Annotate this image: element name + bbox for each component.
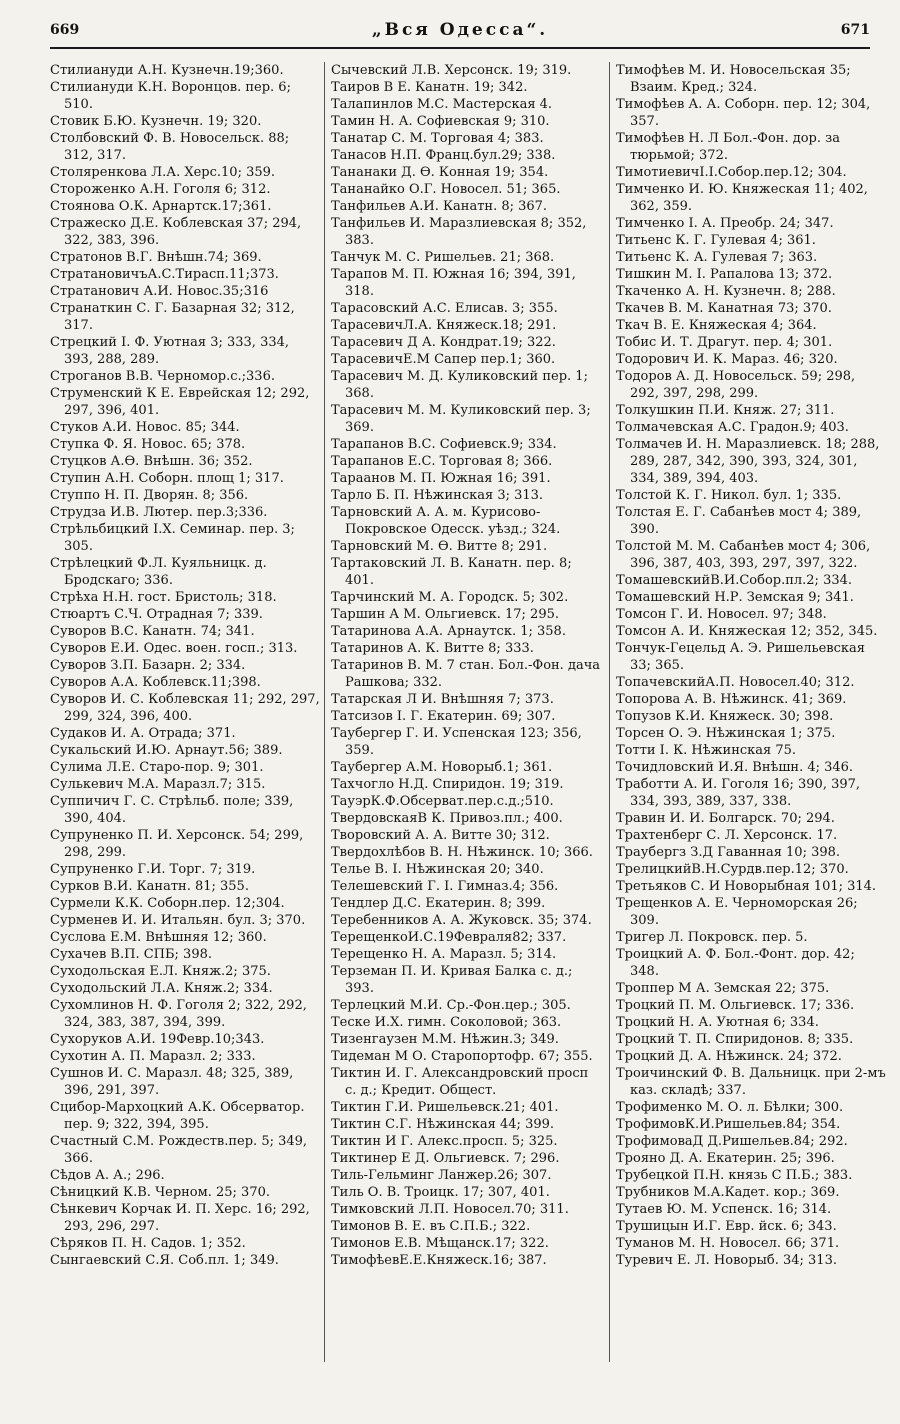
directory-entry: Танатар С. М. Торговая 4; 383. [331, 131, 544, 146]
directory-entry: Стрѣльбицкий I.Х. Семинар. пер. 3; 305. [50, 522, 295, 554]
directory-entry: Трещенков А. Е. Черноморская 26; 309. [616, 896, 858, 928]
directory-entry: Туревич Е. Л. Новорыб. 34; 313. [616, 1253, 837, 1268]
directory-entry: Тимофѣев М. И. Новосельская 35; Взаим. Кред.; 324. [616, 63, 851, 95]
directory-entry: Судаков И. А. Отрада; 371. [50, 726, 236, 741]
directory-entry: Точидловский И.Я. Внѣшн. 4; 346. [616, 760, 854, 775]
directory-entry: Трахтенберг С. Л. Херсонск. 17. [616, 828, 838, 843]
directory-entry: Третьяков С. И Новорыбная 101; 314. [616, 879, 877, 894]
directory-entry: Струменский К Е. Еврейская 12; 292, 297, 396, 401. [50, 386, 310, 418]
directory-entry: Троцкий П. М. Ольгиевск. 17; 336. [616, 998, 855, 1013]
directory-entry: Томсон Г. И. Новосел. 97; 348. [616, 607, 827, 622]
directory-entry: Тендлер Д.С. Екатерин. 8; 399. [331, 896, 546, 911]
directory-entry: Тимченко I. А. Преобр. 24; 347. [616, 216, 834, 231]
directory-entry: Стуков А.И. Новос. 85; 344. [50, 420, 240, 435]
directory-entry: Стилиануди А.Н. Кузнечн.19;360. [50, 63, 284, 78]
directory-entry: Суворов А.А. Коблевск.11;398. [50, 675, 261, 690]
directory-entry: Тананаки Д. Ө. Конная 19; 354. [331, 165, 549, 180]
directory-entry: Сѣницкий К.В. Черном. 25; 370. [50, 1185, 271, 1200]
directory-entry: ТарасевичЛ.А. Княжеск.18; 291. [331, 318, 557, 333]
directory-entry: Тиктин Г.И. Ришельевск.21; 401. [331, 1100, 559, 1115]
directory-entry: Трояно Д. А. Екатерин. 25; 396. [616, 1151, 835, 1166]
directory-entry: Твердохлѣбов В. Н. Нѣжинск. 10; 366. [331, 845, 593, 860]
directory-entry: Сухомлинов Н. Ф. Гоголя 2; 322, 292, 324, 383, 387, 394, 399. [50, 998, 307, 1030]
directory-entry: Ткач В. Е. Княжеская 4; 364. [616, 318, 817, 333]
directory-entry: Тиль-Гельминг Ланжер.26; 307. [331, 1168, 552, 1183]
directory-entry: Тиктин С.Г. Нѣжинская 44; 399. [331, 1117, 555, 1132]
directory-entry: Строганов В.В. Черномор.с.;336. [50, 369, 275, 384]
directory-entry: Стрецкий I. Ф. Уютная 3; 333, 334, 393, 288, 289. [50, 335, 290, 367]
directory-entry: Стюартъ С.Ч. Отрадная 7; 339. [50, 607, 263, 622]
directory-entry: СтратановичъА.С.Тирасп.11;373. [50, 267, 279, 282]
directory-entry: Тимонов Е.В. Мѣщанск.17; 322. [331, 1236, 549, 1251]
directory-entry: Тарапов М. П. Южная 16; 394, 391, 318. [331, 267, 576, 299]
directory-entry: Столбовский Ф. В. Новосельск. 88; 312, 317. [50, 131, 290, 163]
directory-entry: Телешевский Г. I. Гимназ.4; 356. [331, 879, 559, 894]
directory-entry: ТимофѣевЕ.Е.Княжеск.16; 387. [331, 1253, 547, 1268]
directory-entry: Теребенников А. А. Жуковск. 35; 374. [331, 913, 592, 928]
directory-entry: Тизенгаузен М.М. Нѣжин.3; 349. [331, 1032, 559, 1047]
directory-entry: Супруненко Г.И. Торг. 7; 319. [50, 862, 256, 877]
directory-entry: ТрофимовК.И.Ришельев.84; 354. [616, 1117, 841, 1132]
directory-entry: Столяренкова Л.А. Херс.10; 359. [50, 165, 276, 180]
directory-entry: Тотти I. К. Нѣжинская 75. [616, 743, 797, 758]
directory-entry: Стратанович А.И. Новос.35;316 [50, 284, 269, 299]
directory-entry: Топорова А. В. Нѣжинск. 41; 369. [616, 692, 847, 707]
directory-entry: Томашевский Н.Р. Земская 9; 341. [616, 590, 854, 605]
directory-entry: Ткаченко А. Н. Кузнечн. 8; 288. [616, 284, 836, 299]
directory-entry: Сѣнкевич Корчак И. П. Херс. 16; 292, 293, 296, 297. [50, 1202, 310, 1234]
directory-entry: Тимонов В. Е. въ С.П.Б.; 322. [331, 1219, 531, 1234]
directory-entry: ТрофимоваД Д.Ришельев.84; 292. [616, 1134, 848, 1149]
directory-entry: Терещенко Н. А. Маразл. 5; 314. [331, 947, 557, 962]
directory-entry: Стратонов В.Г. Внѣшн.74; 369. [50, 250, 262, 265]
directory-entry: Танчук М. С. Ришельев. 21; 368. [331, 250, 555, 265]
directory-entry: Татсизов I. Г. Екатерин. 69; 307. [331, 709, 556, 724]
directory-entry: Стрѣха Н.Н. гост. Бристоль; 318. [50, 590, 277, 605]
directory-entry: Сурмели К.К. Соборн.пер. 12;304. [50, 896, 285, 911]
directory-entry: Сулима Л.Е. Старо-пор. 9; 301. [50, 760, 264, 775]
directory-entry: Торсен О. Э. Нѣжинская 1; 375. [616, 726, 836, 741]
directory-entry: Тарасовский А.С. Елисав. 3; 355. [331, 301, 558, 316]
directory-entry: Тартаковский Л. В. Канатн. пер. 8; 401. [331, 556, 572, 588]
directory-entry: Тиль О. В. Троицк. 17; 307, 401. [331, 1185, 550, 1200]
directory-entry: Трубецкой П.Н. князь С П.Б.; 383. [616, 1168, 853, 1183]
directory-entry: Таршин А М. Ольгиевск. 17; 295. [331, 607, 559, 622]
directory-entry: Траубергз З.Д Гаванная 10; 398. [616, 845, 841, 860]
directory-entry: Сцибор-Мархоцкий А.К. Обсерватор. пер. 9; 322, 394, 395. [50, 1100, 305, 1132]
directory-entry: Танфильев А.И. Канатн. 8; 367. [331, 199, 548, 214]
directory-entry: Сухачев В.П. СПБ; 398. [50, 947, 212, 962]
directory-entry: Сулькевич М.А. Маразл.7; 315. [50, 777, 266, 792]
directory-entry: Тананайко О.Г. Новосел. 51; 365. [331, 182, 561, 197]
directory-entry: Счастный С.М. Рождеств.пер. 5; 349, 366. [50, 1134, 308, 1166]
page-number-left: 669 [50, 22, 80, 38]
directory-entry: Тахчогло Н.Д. Спиридон. 19; 319. [331, 777, 564, 792]
directory-entry: Татарская Л И. Внѣшняя 7; 373. [331, 692, 554, 707]
directory-entry: Таубергер А.М. Новорыб.1; 361. [331, 760, 553, 775]
directory-entry: Стуцков А.Ө. Внѣшн. 36; 352. [50, 454, 253, 469]
directory-entry: Толстой М. М. Сабанѣев мост 4; 306, 396, 387, 403, 393, 297, 397, 322. [616, 539, 871, 571]
directory-entry: Тработти А. И. Гоголя 16; 390, 397, 334, 393, 389, 337, 338. [616, 777, 861, 809]
page-header [50, 18, 870, 46]
directory-entry: Толкушкин П.И. Княж. 27; 311. [616, 403, 835, 418]
directory-entry: Трофименко М. О. л. Бѣлки; 300. [616, 1100, 844, 1115]
directory-entry: Стовик Б.Ю. Кузнечн. 19; 320. [50, 114, 262, 129]
directory-entry: Туманов М. Н. Новосел. 66; 371. [616, 1236, 840, 1251]
directory-entry: Травин И. И. Болгарск. 70; 294. [616, 811, 835, 826]
directory-entry: Тобис И. Т. Драгут. пер. 4; 301. [616, 335, 833, 350]
directory-entry: Тарапанов В.С. Софиевск.9; 334. [331, 437, 557, 452]
directory-entry: Тончук-Гецельд А. Э. Ришельевская 33; 365. [616, 641, 865, 673]
directory-entry: Тарапанов Е.С. Торговая 8; 366. [331, 454, 553, 469]
directory-entry: ТрелицкийВ.Н.Сурдв.пер.12; 370. [616, 862, 849, 877]
directory-entry: Толстой К. Г. Никол. бул. 1; 335. [616, 488, 842, 503]
directory-entry: Творовский А. А. Витте 30; 312. [331, 828, 550, 843]
directory-entry: Терлецкий М.И. Ср.-Фон.цер.; 305. [331, 998, 571, 1013]
directory-entry: Тимченко И. Ю. Княжеская 11; 402, 362, 359. [616, 182, 868, 214]
directory-entry: ТерещенкоИ.С.19Февраля82; 337. [331, 930, 567, 945]
directory-entry: ТарасевичЕ.М Сапер пер.1; 360. [331, 352, 556, 367]
directory-entry: Суворов Е.И. Одес. воен. госп.; 313. [50, 641, 298, 656]
directory-entry: Суворов З.П. Базарн. 2; 334. [50, 658, 246, 673]
directory-entry: Стрѣлецкий Ф.Л. Куяльницк. д. Бродскаго; 336. [50, 556, 267, 588]
directory-entry: Стоянова О.К. Арнартск.17;361. [50, 199, 272, 214]
directory-entry: Теске И.Х. гимн. Соколовой; 363. [331, 1015, 562, 1030]
directory-entry: Струдза И.В. Лютер. пер.3;336. [50, 505, 268, 520]
directory-entry: Суворов И. С. Коблевская 11; 292, 297, 299, 324, 396, 400. [50, 692, 320, 724]
directory-entry: Суходольский Л.А. Княж.2; 334. [50, 981, 273, 996]
directory-entry: Троцкий Н. А. Уютная 6; 334. [616, 1015, 819, 1030]
directory-entry: Терземан П. И. Кривая Балка с. д.; 393. [331, 964, 573, 996]
directory-entry: ТимотиевичI.I.Собор.пер.12; 304. [616, 165, 847, 180]
directory-entry: Тарасевич М. Д. Куликовский пер. 1; 368. [331, 369, 588, 401]
directory-entry: Ступпо Н. П. Дворян. 8; 356. [50, 488, 249, 503]
directory-entry: Толмачевская А.С. Градон.9; 403. [616, 420, 849, 435]
directory-entry: Топузов К.И. Княжеск. 30; 398. [616, 709, 834, 724]
directory-entry: Ступка Ф. Я. Новос. 65; 378. [50, 437, 246, 452]
directory-entry: Тарновский А. А. м. Курисово-Покровское Одесск. уѣзд.; 324. [331, 505, 561, 537]
directory-entry: Титьенс К. А. Гулевая 7; 363. [616, 250, 818, 265]
directory-entry: Танфильев И. Маразлиевская 8; 352, 383. [331, 216, 587, 248]
directory-entry: Сухоруков А.И. 19Февр.10;343. [50, 1032, 265, 1047]
directory-entry: Тиктин И Г. Алекс.просп. 5; 325. [331, 1134, 558, 1149]
directory-entry: Стражеско Д.Е. Коблевская 37; 294, 322, 383, 396. [50, 216, 302, 248]
directory-entry: Тараанов М. П. Южная 16; 391. [331, 471, 551, 486]
directory-entry: Супруненко П. И. Херсонск. 54; 299, 298, 299. [50, 828, 304, 860]
directory-entry: Талапинлов М.С. Мастерская 4. [331, 97, 553, 112]
page-title: „Вся Одесса“. [371, 20, 549, 40]
directory-entry: Сычевский Л.В. Херсонск. 19; 319. [331, 63, 572, 78]
directory-entry: Сушнов И. С. Маразл. 48; 325, 389, 396, 291, 397. [50, 1066, 294, 1098]
column-divider [324, 62, 325, 1362]
header-rule [50, 47, 870, 49]
directory-entry: Сѣряков П. Н. Садов. 1; 352. [50, 1236, 246, 1251]
directory-entry: Суслова Е.М. Внѣшняя 12; 360. [50, 930, 267, 945]
directory-entry: Сынгаевский С.Я. Соб.пл. 1; 349. [50, 1253, 279, 1268]
directory-entry: ТауэрК.Ф.Обсерват.пер.с.д.;510. [331, 794, 554, 809]
directory-entry: Тодоров А. Д. Новосельск. 59; 298, 292, 397, 298, 299. [616, 369, 856, 401]
directory-entry: Телье В. I. Нѣжинская 20; 340. [331, 862, 544, 877]
directory-entry: Тиктин И. Г. Александровский просп с. д.; Кредит. Общест. [331, 1066, 589, 1098]
page-number-right: 671 [840, 22, 870, 38]
directory-entry: Трушицын И.Г. Евр. йск. 6; 343. [616, 1219, 837, 1234]
directory-entry: Тарло Б. П. Нѣжинская 3; 313. [331, 488, 544, 503]
directory-entry: Троцкий Д. А. Нѣжинск. 24; 372. [616, 1049, 842, 1064]
directory-entry: Сѣдов А. А.; 296. [50, 1168, 165, 1183]
directory-entry: Татаринов А. К. Витте 8; 333. [331, 641, 534, 656]
directory-entry: Тишкин М. I. Рапалова 13; 372. [616, 267, 833, 282]
directory-entry: Танасов Н.П. Франц.бул.29; 338. [331, 148, 556, 163]
directory-entry: Тодорович И. К. Мараз. 46; 320. [616, 352, 838, 367]
directory-entry: ТопачевскийА.П. Новосел.40; 312. [616, 675, 855, 690]
directory-entry: Троичинский Ф. В. Дальницк. при 2-мъ каз. складѣ; 337. [616, 1066, 886, 1098]
directory-entry: Тимковский Л.П. Новосел.70; 311. [331, 1202, 569, 1217]
directory-entry: Тидеман М О. Старопортофр. 67; 355. [331, 1049, 593, 1064]
directory-entry: Татаринов В. М. 7 стан. Бол.-Фон. дача Рашкова; 332. [331, 658, 601, 690]
directory-entry: Тарасевич Д А. Кондрат.19; 322. [331, 335, 556, 350]
directory-entry: Стилиануди К.Н. Воронцов. пер. 6; 510. [50, 80, 291, 112]
directory-entry: Суходольская Е.Л. Княж.2; 375. [50, 964, 271, 979]
directory-column-1 [50, 62, 320, 1269]
directory-entry: Троицкий А. Ф. Бол.-Фонт. дор. 42; 348. [616, 947, 855, 979]
directory-entry: Сурменев И. И. Итальян. бул. 3; 370. [50, 913, 306, 928]
directory-entry: Тимофѣев А. А. Соборн. пер. 12; 304, 357. [616, 97, 871, 129]
directory-entry: Тутаев Ю. М. Успенск. 16; 314. [616, 1202, 832, 1217]
directory-entry: Сурков В.И. Канатн. 81; 355. [50, 879, 249, 894]
directory-entry: Суппичич Г. С. Стрѣльб. поле; 339, 390, 404. [50, 794, 294, 826]
directory-entry: Сухотин А. П. Маразл. 2; 333. [50, 1049, 256, 1064]
directory-entry: Суворов В.С. Канатн. 74; 341. [50, 624, 255, 639]
directory-entry: Стороженко А.Н. Гоголя 6; 312. [50, 182, 271, 197]
directory-entry: Странаткин С. Г. Базарная 32; 312, 317. [50, 301, 295, 333]
directory-entry: Титьенс К. Г. Гулевая 4; 361. [616, 233, 816, 248]
directory-entry: Тригер Л. Покровск. пер. 5. [616, 930, 808, 945]
directory-column-2 [331, 62, 601, 1269]
directory-entry: Ступин А.Н. Соборн. площ 1; 317. [50, 471, 284, 486]
directory-entry: Толмачев И. Н. Маразлиевск. 18; 288, 289, 287, 342, 390, 393, 324, 301, 334, 389, 394, 403. [616, 437, 880, 486]
directory-entry: Трубников М.А.Кадет. кор.; 369. [616, 1185, 840, 1200]
directory-entry: Томсон А. И. Княжеская 12; 352, 345. [616, 624, 878, 639]
directory-entry: Сукальский И.Ю. Арнаут.56; 389. [50, 743, 283, 758]
directory-entry: Тиктинер Е Д. Ольгиевск. 7; 296. [331, 1151, 560, 1166]
directory-column-3 [616, 62, 886, 1269]
directory-entry: Тарчинский М. А. Городск. 5; 302. [331, 590, 569, 605]
column-divider [609, 62, 610, 1362]
directory-entry: Татаринова А.А. Арнаутск. 1; 358. [331, 624, 566, 639]
directory-entry: Тарновский М. Ө. Витте 8; 291. [331, 539, 548, 554]
directory-entry: ТвердовскаяВ К. Привоз.пл.; 400. [331, 811, 563, 826]
directory-entry: Тамин Н. А. Софиевская 9; 310. [331, 114, 550, 129]
directory-entry: ТомашевскийВ.И.Собор.пл.2; 334. [616, 573, 853, 588]
directory-entry: Таубергер Г. И. Успенская 123; 356, 359. [331, 726, 582, 758]
directory-entry: Таиров В Е. Канатн. 19; 342. [331, 80, 528, 95]
directory-entry: Тарасевич М. М. Куликовский пер. 3; 369. [331, 403, 591, 435]
directory-entry: Троцкий Т. П. Спиридонов. 8; 335. [616, 1032, 854, 1047]
directory-entry: Тимофѣев Н. Л Бол.-Фон. дор. за тюрьмой; 372. [616, 131, 840, 163]
directory-entry: Ткачев В. М. Канатная 73; 370. [616, 301, 832, 316]
directory-entry: Толстая Е. Г. Сабанѣев мост 4; 389, 390. [616, 505, 862, 537]
directory-entry: Троппер М А. Земская 22; 375. [616, 981, 830, 996]
